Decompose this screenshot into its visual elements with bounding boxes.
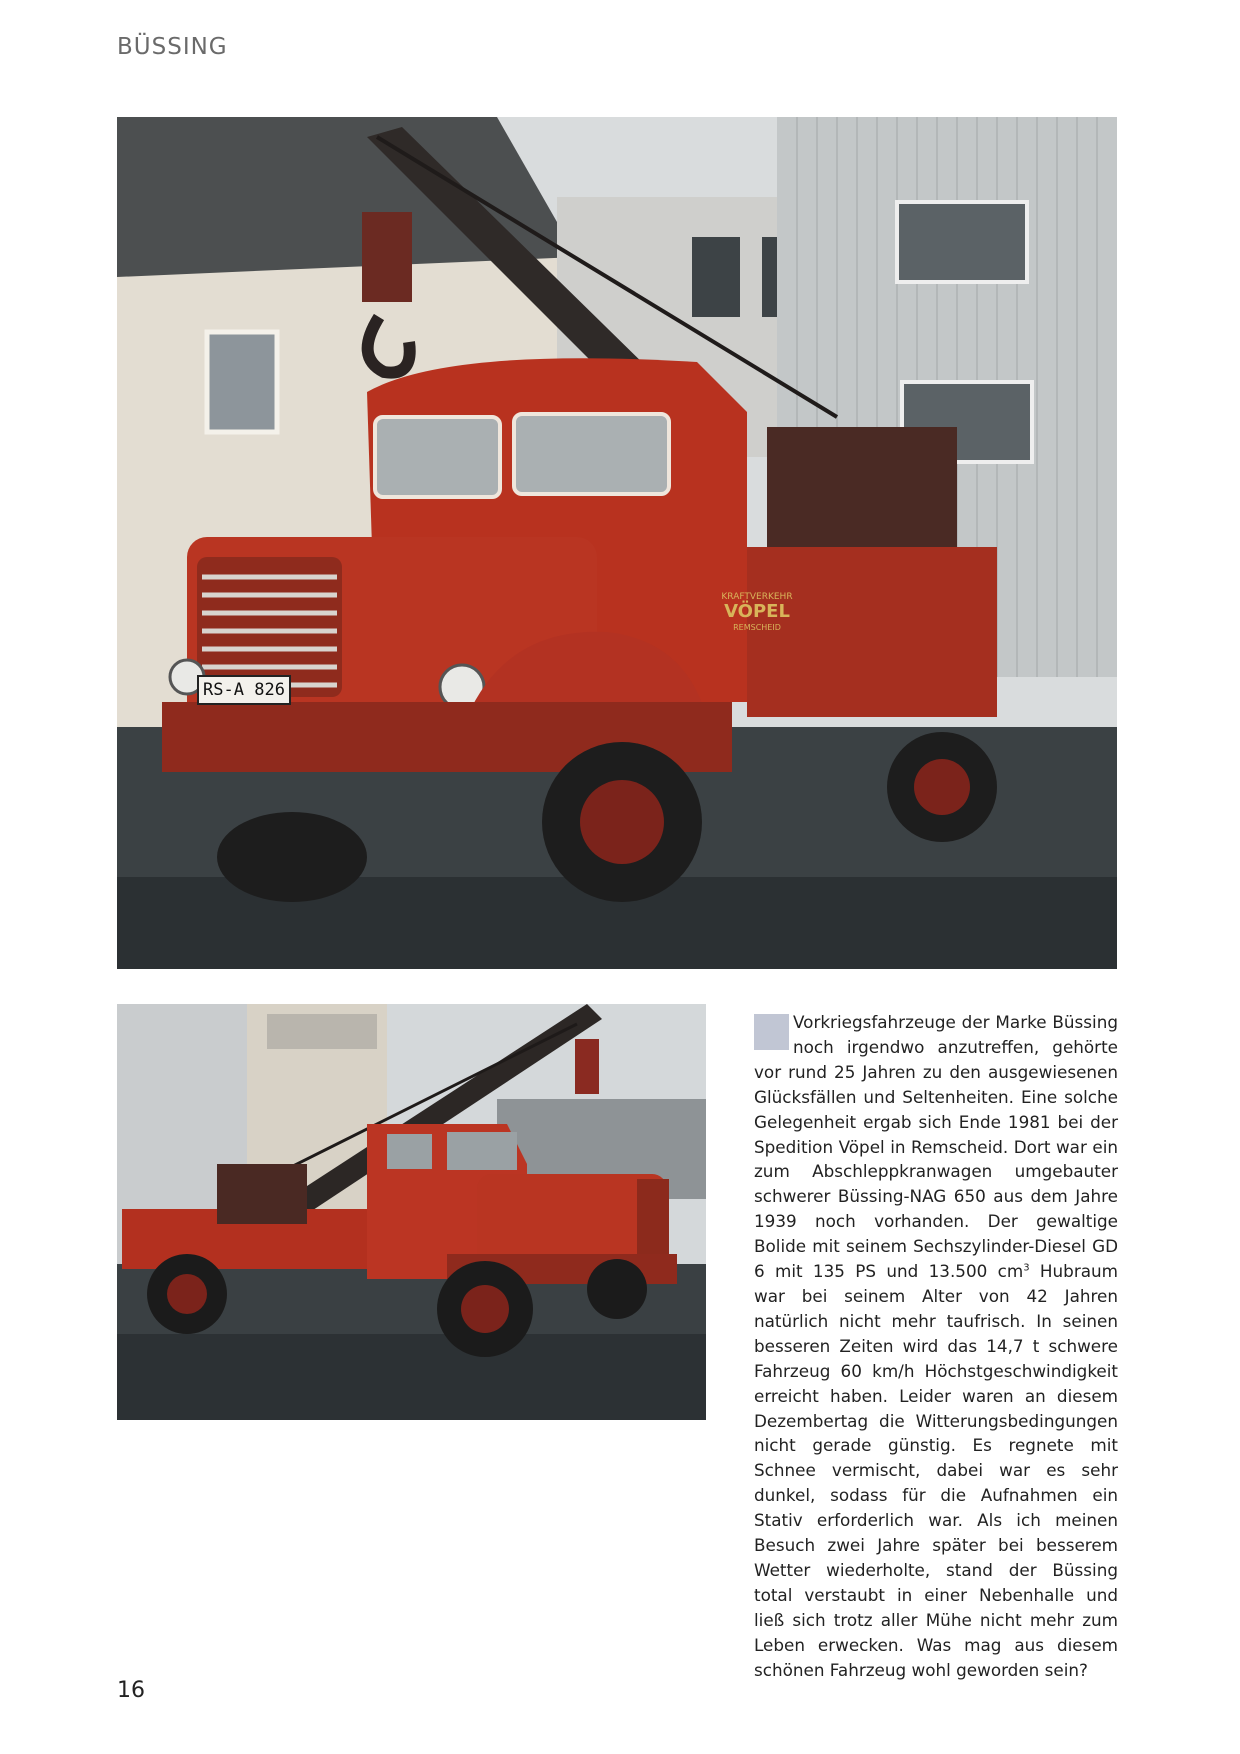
door-text-line-3: REMSCHEID xyxy=(733,623,781,633)
door-text-line-1: KRAFTVERKEHR xyxy=(721,592,793,602)
initial-box xyxy=(754,1014,789,1050)
article-paragraph xyxy=(754,1010,1118,1682)
superscript-3: 3 xyxy=(1023,1262,1030,1274)
truck-side-illustration xyxy=(117,1004,706,1420)
article-text-part-1: Vorkriegsfahrzeuge der Marke Büssing noch irgendwo anzutreffen, gehörte vor rund 25 Jahren zu den ausgewiesenen Glücksfällen und Seltenheiten. Eine solche Gelegenheit ergab sich Ende 1981 bei der Spedition Vöpel in Remscheid. Dort war ein zum Abschleppkranwagen umgebauter schwerer Büssing-NAG 650 aus dem Jahre 1939 noch vorhanden. Der gewaltige Bolide mit seinem Sechszylinder-Diesel GD 6 mit 135 PS und 13.500 cm xyxy=(754,1012,1118,1282)
running-head: BÜSSING xyxy=(117,34,228,60)
truck-front-illustration xyxy=(117,117,1117,969)
page-number: 16 xyxy=(117,1678,145,1703)
door-lettering xyxy=(707,592,807,632)
photo-truck-side xyxy=(117,1004,706,1420)
door-text-line-2: VÖPEL xyxy=(724,601,790,623)
photo-truck-front xyxy=(117,117,1117,969)
license-plate: RS-A 826 xyxy=(197,675,291,705)
article-text-part-2: Hubraum war bei seinem Alter von 42 Jahren natürlich nicht mehr taufrisch. In seinen besseren Zeiten wird das 14,7 t schwere Fahrzeug 60 km/h Höchstgeschwindigkeit erreicht haben. Leider waren an diesem Dezembertag die Witterungsbedingungen nicht gerade günstig. Es regnete mit Schnee vermischt, dabei war es sehr dunkel, sodass für die Aufnahmen ein Stativ erforderlich war. Als ich meinen Besuch zwei Jahre später bei besserem Wetter wiederholte, stand der Büssing total verstaubt in einer Nebenhalle und ließ sich trotz aller Mühe nicht mehr zum Leben erwecken. Was mag aus diesem schönen Fahrzeug wohl geworden sein? xyxy=(754,1261,1118,1680)
article-text xyxy=(754,1010,1118,1682)
